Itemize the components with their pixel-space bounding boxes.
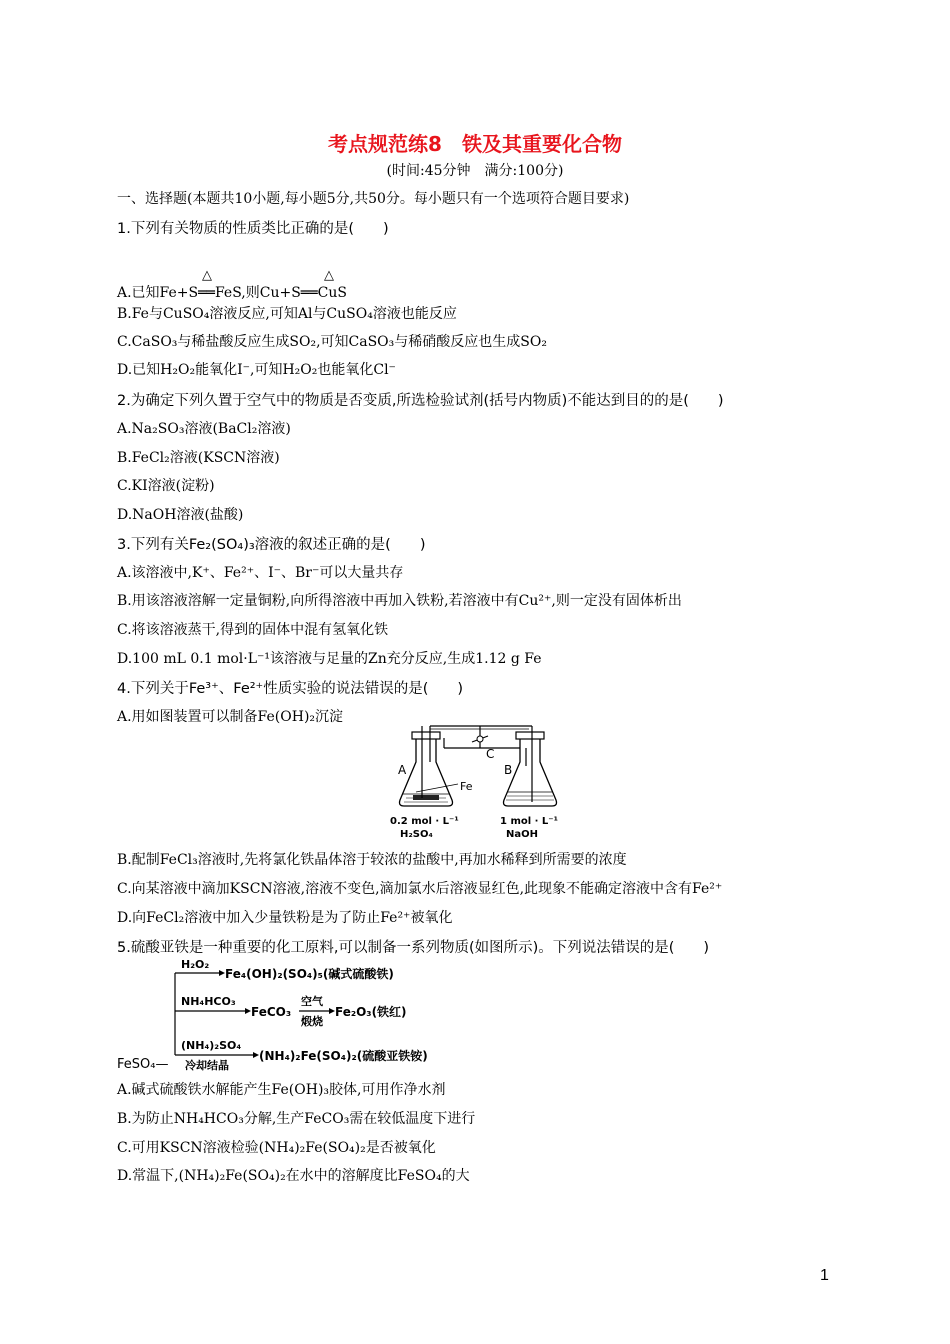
r3-reagent: (NH₄)₂SO₄ (181, 1039, 242, 1052)
left-conc: 0.2 mol · L⁻¹ (390, 816, 459, 827)
heat-symbol-1: △ (202, 268, 212, 283)
r3-cond: 冷却结晶 (185, 1059, 229, 1072)
q3-option-b: B.用该溶液溶解一定量铜粉,向所得溶液中再加入铁粉,若溶液中有Cu²⁺,则一定没有固体析出 (117, 593, 682, 609)
right-conc: 1 mol · L⁻¹ (500, 816, 558, 827)
q1-stem: 1.下列有关物质的性质类比正确的是( ) (117, 221, 389, 237)
q3-stem: 3.下列有关Fe₂(SO₄)₃溶液的叙述正确的是( ) (117, 537, 426, 553)
q3-option-d: D.100 mL 0.1 mol·L⁻¹该溶液与足量的Zn充分反应,生成1.12 g Fe (117, 651, 542, 667)
page-subtitle: (时间:45分钟 满分:100分) (386, 163, 564, 179)
fe-oh2-apparatus-figure (380, 722, 580, 842)
q2-option-d: D.NaOH溶液(盐酸) (117, 507, 244, 523)
r2-cond-top: 空气 (301, 995, 323, 1008)
label-a: A (398, 763, 407, 777)
label-c: C (486, 747, 495, 761)
q4-option-d: D.向FeCl₂溶液中加入少量铁粉是为了防止Fe²⁺被氧化 (117, 910, 453, 926)
q4-option-a: A.用如图装置可以制备Fe(OH)₂沉淀 (117, 709, 344, 725)
q2-stem: 2.为确定下列久置于空气中的物质是否变质,所选检验试剂(括号内物质)不能达到目的的是( ) (117, 393, 724, 409)
q4-stem: 4.下列关于Fe³⁺、Fe²⁺性质实验的说法错误的是( ) (117, 681, 464, 697)
page-title: 考点规范练8 铁及其重要化合物 (328, 132, 622, 156)
q2-option-a: A.Na₂SO₃溶液(BaCl₂溶液) (117, 421, 291, 437)
q2-option-b: B.FeCl₂溶液(KSCN溶液) (117, 450, 280, 466)
r1-product: Fe₄(OH)₂(SO₄)₅(碱式硫酸铁) (225, 967, 394, 981)
feso4-flow-diagram (115, 955, 475, 1075)
label-b: B (504, 763, 513, 777)
r1-reagent: H₂O₂ (181, 958, 210, 971)
r2-mid: FeCO₃ (251, 1005, 292, 1019)
r2-reagent: NH₄HCO₃ (181, 995, 236, 1008)
left-reagent: H₂SO₄ (400, 829, 433, 840)
r2-cond-bottom: 煅烧 (301, 1015, 323, 1028)
q1-option-a: A.已知Fe+S══FeS,则Cu+S══CuS (117, 285, 347, 301)
q3-option-a: A.该溶液中,K⁺、Fe²⁺、I⁻、Br⁻可以大量共存 (117, 565, 404, 581)
section-heading: 一、选择题(本题共10小题,每小题5分,共50分。每小题只有一个选项符合题目要求) (117, 191, 630, 207)
label-fe: Fe (460, 780, 473, 793)
q4-option-b: B.配制FeCl₃溶液时,先将氯化铁晶体溶于较浓的盐酸中,再加水稀释到所需要的浓度 (117, 852, 627, 868)
q4-option-c: C.向某溶液中滴加KSCN溶液,溶液不变色,滴加氯水后溶液显红色,此现象不能确定溶液中含有Fe²⁺ (117, 881, 723, 897)
q3-option-c: C.将该溶液蒸干,得到的固体中混有氢氧化铁 (117, 622, 389, 638)
r2-product: Fe₂O₃(铁红) (335, 1005, 407, 1019)
q1-option-c: C.CaSO₃与稀盐酸反应生成SO₂,可知CaSO₃与稀硝酸反应也生成SO₂ (117, 334, 547, 350)
page-number: 1 (820, 1267, 829, 1284)
heat-symbol-2: △ (324, 268, 334, 283)
q5-option-b: B.为防止NH₄HCO₃分解,生产FeCO₃需在较低温度下进行 (117, 1111, 476, 1127)
q1-option-d: D.已知H₂O₂能氧化I⁻,可知H₂O₂也能氧化Cl⁻ (117, 362, 396, 378)
q5-option-d: D.常温下,(NH₄)₂Fe(SO₄)₂在水中的溶解度比FeSO₄的大 (117, 1168, 470, 1184)
q5-stem: 5.硫酸亚铁是一种重要的化工原料,可以制备一系列物质(如图所示)。下列说法错误的是( ) (117, 940, 710, 956)
q5-option-c: C.可用KSCN溶液检验(NH₄)₂Fe(SO₄)₂是否被氧化 (117, 1140, 436, 1156)
flow-start: FeSO₄— (117, 1057, 169, 1072)
q5-option-a: A.碱式硫酸铁水解能产生Fe(OH)₃胶体,可用作净水剂 (117, 1082, 446, 1098)
right-reagent: NaOH (506, 829, 538, 840)
q2-option-c: C.KI溶液(淀粉) (117, 478, 215, 494)
q1-option-b: B.Fe与CuSO₄溶液反应,可知Al与CuSO₄溶液也能反应 (117, 306, 457, 322)
r3-product: (NH₄)₂Fe(SO₄)₂(硫酸亚铁铵) (259, 1049, 428, 1063)
